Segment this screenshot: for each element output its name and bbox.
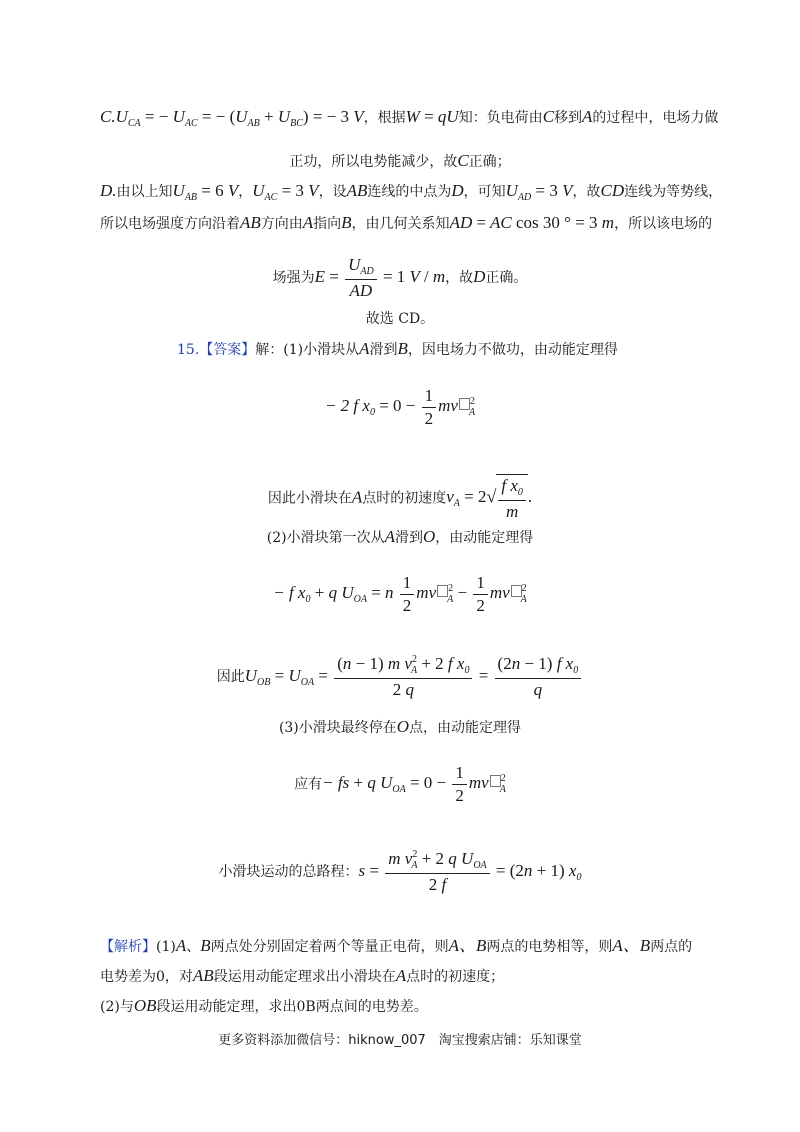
equation-3: 应有− fs + q $U_{OA} = 0$ − $\frac{1}{2}$ mv $^2_A$ xyxy=(294,763,506,805)
var-ab: AB xyxy=(346,181,368,200)
item-d-l2b: 方向由 xyxy=(260,216,303,232)
analysis-tag: 【解析】 xyxy=(100,939,156,955)
var-a-6: A xyxy=(175,936,187,955)
item-d-l2d: ，由几何关系知 xyxy=(351,216,450,232)
var-ab-2: AB xyxy=(240,213,261,232)
item-d-l3a: 场强为 xyxy=(272,269,315,286)
analysis-l1a: (1) xyxy=(156,939,176,955)
var-ob: OB xyxy=(133,996,157,1015)
q15-p2b: 滑到 xyxy=(394,530,423,546)
item-d-line-3 xyxy=(0,254,800,302)
equation-2: − f $x_0 + q$ $U_{OA} = n$ $\frac{1}{2}$ mv $^2_A$ − $\frac{1}{2}$ mv $^2_A$ xyxy=(273,573,527,615)
item-c-line-2 xyxy=(0,150,800,173)
analysis-l3a: (2) xyxy=(100,999,120,1015)
var-o: O xyxy=(422,527,436,546)
answer-tag: 【答案】 xyxy=(199,342,256,358)
var-a-5: A xyxy=(384,527,395,546)
q15-header xyxy=(177,338,618,361)
q15-p3-text: 小滑块最终停在 xyxy=(298,720,397,736)
analysis-l2c: 点时的初速度； xyxy=(406,969,505,985)
item-d-t3: ，设 xyxy=(318,184,347,200)
item-d-t2: ， xyxy=(238,184,253,200)
q15-p2-text: 小滑块第一次从 xyxy=(286,530,385,546)
analysis-line-1 xyxy=(100,935,692,958)
var-ab-pair: A、B xyxy=(448,936,487,955)
q15-p1-text: 小滑块从 xyxy=(303,342,360,358)
var-a: A xyxy=(582,107,593,126)
item-d-l2c: 指向 xyxy=(313,216,342,232)
var-a-7: A xyxy=(395,966,407,985)
var-b-2: B xyxy=(397,339,408,358)
q15-p1c: ，因电场力不做功，由动能定理得 xyxy=(407,342,618,358)
item-c-line2a: 正功，所以电势能减少，故 xyxy=(289,154,458,170)
item-d-l3b: ，故 xyxy=(445,269,474,286)
formula-w: W = qU xyxy=(405,107,459,126)
q15-number: 15. xyxy=(177,342,200,358)
item-d-t5: ，可知 xyxy=(463,184,506,200)
q15-p3-num: (3) xyxy=(278,720,299,736)
formula-uab: $U_{AB} = 6$ V xyxy=(172,181,239,203)
var-a-2: A xyxy=(302,213,314,232)
var-c: C xyxy=(542,107,555,126)
item-d-t7: 连线为等势线， xyxy=(624,184,723,200)
item-d-line-1 xyxy=(100,180,722,205)
item-c-line-1 xyxy=(100,106,718,131)
total-text: 小滑块运动的总路程： xyxy=(218,863,359,880)
analysis-l2b: 段运用动能定理求出小滑块在 xyxy=(213,969,396,985)
var-a-4: A xyxy=(351,487,363,507)
var-d: D xyxy=(451,181,464,200)
var-ab-3: AB xyxy=(192,966,214,985)
item-c-mid3: 移到 xyxy=(554,110,583,126)
uob-text: 因此 xyxy=(216,668,245,685)
item-c-line2b: 正确； xyxy=(468,154,511,170)
item-d-line-2 xyxy=(100,212,712,235)
footer-note: 更多资料添加微信号：hiknow_007 淘宝搜索店铺：乐知课堂 xyxy=(218,1033,582,1048)
item-d-label: D. xyxy=(100,181,117,200)
analysis-l3b: 与 xyxy=(119,999,134,1015)
formula-uac: $U_{AC} = 3$ V xyxy=(252,181,319,203)
formula-va: $v_A = 2√$ $\frac{f x_0}{m}$ . xyxy=(446,476,533,521)
q15-intro: 解： xyxy=(255,342,284,358)
analysis-line-3 xyxy=(100,995,428,1018)
item-c-label: C. xyxy=(100,107,116,126)
formula-uad: $U_{AD} = 3$ V xyxy=(505,181,573,203)
analysis-l3c: 段运用动能定理，求出0B两点间的电势差。 xyxy=(156,999,428,1015)
q15-p3-line xyxy=(0,716,800,739)
v-text: 因此小滑块在 xyxy=(267,490,352,507)
formula-uob: $U_{OB} = U_{OA}$ = $\frac{(n - 1) m v^2_A + 2 f x_0}{2 q}$ = $\frac{(2n - 1) f x_0}{q}$ xyxy=(245,666,583,685)
item-d-l2a: 所以电场强度方向沿着 xyxy=(100,216,240,232)
item-d-t1: 由以上知 xyxy=(116,184,173,200)
item-d-t4: 连线的中点为 xyxy=(367,184,452,200)
formula-uca: $U_{CA}$ = − $U_{AC}$ = − $(U_{AB} + U_{BC})$ = − 3 V xyxy=(115,107,364,129)
choose-line: 故选 CD。 xyxy=(365,311,435,327)
formula-s: s = $\frac{m v^2_A + 2 q U_{OA}}{2 f}$ = (2n + 1) $x_0$ xyxy=(358,849,582,894)
item-c-tail: 的过程中，电场力做 xyxy=(592,110,719,126)
analysis-l2: 电势差为0，对 xyxy=(100,969,193,985)
q15-p2-line xyxy=(0,526,800,549)
q15-p1-num: (1) xyxy=(283,342,304,358)
q15-p2c: ，由动能定理得 xyxy=(435,530,534,546)
equation-1: − 2 f $x_0 = 0$ − $\frac{1}{2}$ mv $^2_A$ xyxy=(324,386,476,428)
var-ab-pair-2: A、B xyxy=(612,936,651,955)
item-d-l2e: ，所以该电场的 xyxy=(614,216,713,232)
item-d-t6: ，故 xyxy=(572,184,601,200)
item-c-mid2: 知：负电荷由 xyxy=(458,110,543,126)
var-o-2: O xyxy=(396,717,410,736)
analysis-l1c: 两点处分别固定着两个等量正电荷，则 xyxy=(210,939,449,955)
var-d-2: D xyxy=(473,266,486,286)
uob-line xyxy=(0,653,800,701)
item-c-mid: ，根据 xyxy=(363,110,406,126)
eq3-pre: 应有 xyxy=(294,776,323,793)
analysis-l1d: 两点的电势相等，则 xyxy=(486,939,613,955)
var-a-3: A xyxy=(359,339,370,358)
var-c-2: C xyxy=(457,151,469,170)
v-line xyxy=(0,474,800,523)
total-line xyxy=(0,848,800,896)
q15-p1b: 滑到 xyxy=(369,342,398,358)
v-text-2: 点时的初速度 xyxy=(362,490,447,507)
var-cd: CD xyxy=(600,181,625,200)
formula-ad: AD = AC cos 30 ° = 3 m xyxy=(449,213,615,232)
var-b-3: B xyxy=(200,936,211,955)
analysis-l1e: 两点的 xyxy=(650,939,693,955)
analysis-line-2 xyxy=(100,965,504,988)
item-d-l3c: 正确。 xyxy=(485,269,528,286)
q15-p3b: 点，由动能定理得 xyxy=(409,720,522,736)
var-b: B xyxy=(341,213,352,232)
formula-e: E = $\frac{U_{AD}}{AD}$ = 1 V / m xyxy=(314,255,446,300)
analysis-l1b: 、 xyxy=(186,939,201,955)
q15-p2-num: (2) xyxy=(266,530,287,546)
